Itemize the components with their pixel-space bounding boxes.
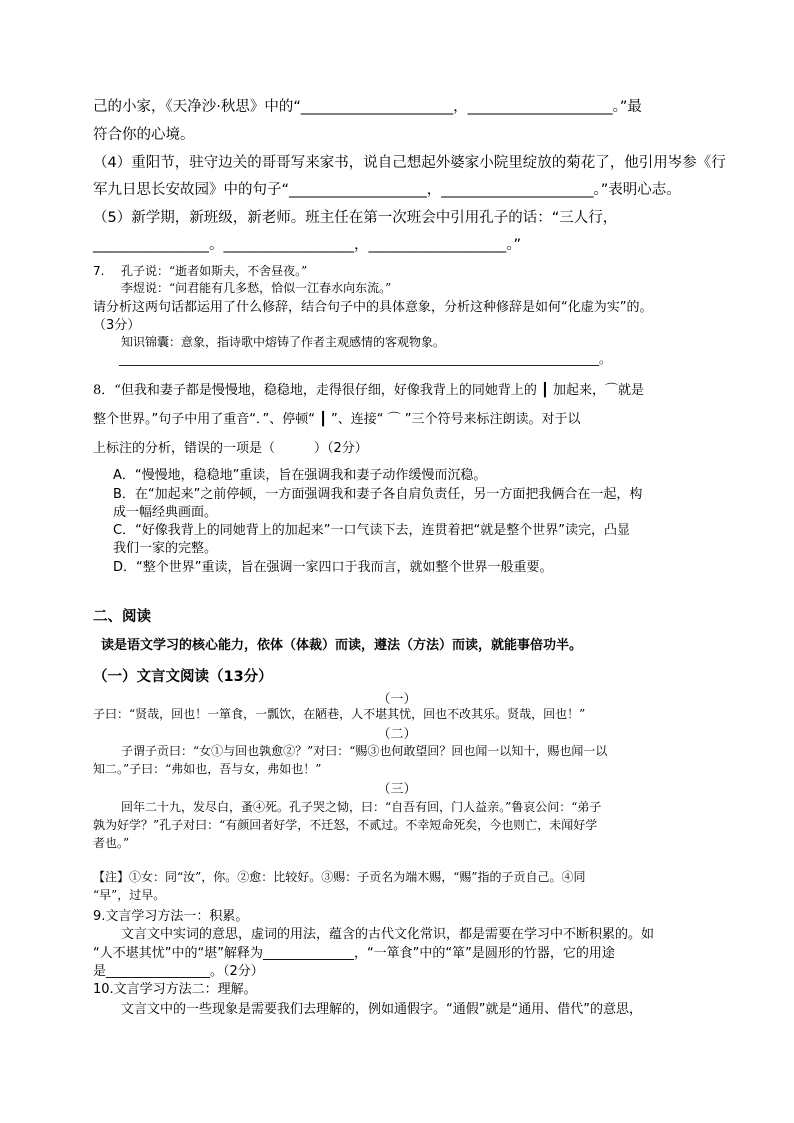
q7-tip: 知识锦囊：意象，指诗歌中熔铸了作者主观感情的客观物象。 <box>121 335 446 349</box>
q4-line-2: 军九日思长安故园》中的句子“___________________，_____________________。”表明心志。 <box>93 182 681 198</box>
q9-line-3: 是________________。（2分） <box>93 964 264 979</box>
passage-2-line-2: 知二。”子曰：“弗如也，吾与女，弗如也！” <box>93 762 322 776</box>
q4-line-1: （4）重阳节，驻守边关的哥哥写来家书，说自己想起外婆家小院里绽放的菊花了，他引用岑参《行 <box>93 155 726 171</box>
passage-1: 子曰：“贤哉，回也！一箪食，一瓢饮，在陋巷，人不堪其忧，回也不改其乐。贤哉，回也！” <box>93 707 586 721</box>
q8-line-1: 8．“但我和妻子都是慢慢地，稳稳地，走得很仔细，好像我背上的同她背上的 ┃ 加起来，⌒就是 <box>93 383 645 398</box>
q8-line-3: 上标注的分析，错误的一项是（ ）（2分） <box>93 441 368 456</box>
passage-3-line-3: 者也。” <box>93 836 130 850</box>
passage-mark-2: （二） <box>377 727 417 742</box>
section-motto: 读是语文学习的核心能力，依体（体裁）而读，遵法（方法）而读，就能事倍功半。 <box>101 638 583 653</box>
q7-number: 7. <box>93 264 105 278</box>
passage-2-line-1: 子谓子贡曰：“女①与回也孰愈②？”对曰：“赐③也何敢望回？回也闻一以知十，赐也闻一以 <box>121 744 608 758</box>
prev-question-line-2: 符合你的心境。 <box>93 127 195 143</box>
q8-option-d: D．“整个世界”重读，旨在强调一家四口于我而言，就如整个世界一般重要。 <box>113 560 553 575</box>
q7-quote-1: 孔子说：“逝者如斯夫，不舍昼夜。” <box>121 264 308 278</box>
passage-3-line-1: 回年二十九，发尽白，蚤④死。孔子哭之恸，曰：“自吾有回，门人益亲。”鲁哀公问：“弟子 <box>121 800 602 814</box>
q9-title: 9.文言学习方法一：积累。 <box>93 909 249 924</box>
q7-quote-2: 李煜说：“问君能有几多愁，恰似一江春水向东流。” <box>121 281 392 295</box>
q9-line-1: 文言文中实词的意思，虚词的用法，蕴含的古代文化常识，都是需要在学习中不断积累的。如 <box>121 927 655 942</box>
passage-mark-3: （三） <box>377 782 417 797</box>
q5-line-2: ________________。__________________，___________________。” <box>93 237 522 253</box>
q8-option-c-cont: 我们一家的完整。 <box>113 541 218 556</box>
q8-option-b: B．在“加起来”之前停顿，一方面强调我和妻子各自肩负责任，另一方面把我俩合在一起，构 <box>113 487 643 502</box>
q8-option-a: A．“慢慢地，稳稳地”重读，旨在强调我和妻子动作缓慢而沉稳。 <box>113 468 487 483</box>
q8-option-b-cont: 成一幅经典画面。 <box>113 505 218 520</box>
prev-question-line-1: 己的小家，《天净沙·秋思》中的“_____________________，____________________。”最 <box>93 99 642 115</box>
subsection-heading: （一）文言文阅读（13分） <box>93 669 273 685</box>
q9-line-2: “人不堪其忧”中的“堪”解释为______________，“一箪食”中的“箪”是圆形的竹器，它的用途 <box>93 946 615 961</box>
annotation-line-2: “早”，过早。 <box>93 888 166 902</box>
q7-question: 请分析这两句话都运用了什么修辞，结合句子中的具体意象，分析这种修辞是如何“化虚为实”的。 <box>93 300 653 315</box>
passage-mark-1: （一） <box>377 692 417 707</box>
passage-3-line-2: 孰为好学？”孔子对曰：“有颜回者好学，不迁怒，不贰过。不幸短命死矣，今也则亡，未闻好学 <box>93 818 598 832</box>
q10-title: 10.文言学习方法二：理解。 <box>93 982 257 997</box>
q10-line-1: 文言文中的一些现象是需要我们去理解的，例如通假字。“通假”就是“通用、借代”的意思， <box>121 1002 642 1017</box>
q7-answer-line: ________________________________________________________________________________。 <box>119 352 612 366</box>
q8-option-c: C．“好像我背上的同她背上的加起来”一口气读下去，连贯着把“就是整个世界”读完，凸显 <box>113 523 631 538</box>
q5-line-1: （5）新学期，新班级，新老师。班主任在第一次班会中引用孔子的话：“三人行， <box>93 210 618 226</box>
q8-line-2: 整个世界。”句子中用了重音“．”、停顿“ ┃ ”、连接“ ⌒ ”三个符号来标注朗读。对于以 <box>93 412 581 427</box>
annotation-line-1: 【注】①女：同“汝”，你。②愈：比较好。③赐：子贡名为端木赐，“赐”指的子贡自己。④同 <box>93 870 586 884</box>
q7-score: （3分） <box>93 318 141 333</box>
section-heading: 二、阅读 <box>93 609 151 625</box>
